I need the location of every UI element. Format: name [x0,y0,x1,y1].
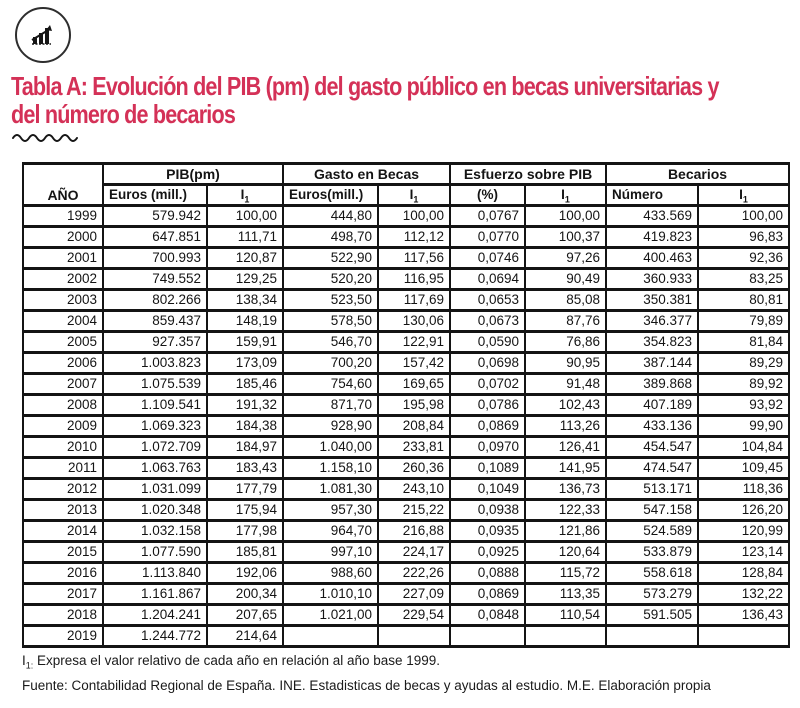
value-cell: 927.357 [103,332,207,353]
value-cell: 579.942 [103,206,207,227]
table-row [23,311,789,332]
table-row [23,227,789,248]
value-cell: 99,90 [698,416,789,437]
value-cell: 173,09 [207,353,283,374]
value-cell: 110,54 [525,605,606,626]
table-row [23,290,789,311]
value-cell: 200,34 [207,584,283,605]
value-cell [698,626,789,647]
value-cell: 89,92 [698,374,789,395]
year-cell: 2000 [23,227,103,248]
value-cell: 0,1089 [450,458,525,479]
value-cell: 354.823 [606,332,698,353]
value-cell: 169,65 [378,374,450,395]
value-cell: 126,41 [525,437,606,458]
year-cell: 2010 [23,437,103,458]
table-row [23,605,789,626]
year-cell: 2007 [23,374,103,395]
value-cell: 185,81 [207,542,283,563]
value-cell: 121,86 [525,521,606,542]
value-cell: 0,0935 [450,521,525,542]
value-cell: 474.547 [606,458,698,479]
table-row [23,206,789,227]
value-cell: 1.072.709 [103,437,207,458]
value-cell: 123,14 [698,542,789,563]
column-header: Euros (mill.) [103,185,207,206]
value-cell: 100,00 [698,206,789,227]
table-body [23,206,789,647]
value-cell: 1.075.539 [103,374,207,395]
value-cell: 90,95 [525,353,606,374]
value-cell: 871,70 [283,395,378,416]
value-cell: 1.010,10 [283,584,378,605]
table-row [23,437,789,458]
value-cell: 1.081,30 [283,479,378,500]
value-cell: 964,70 [283,521,378,542]
page-title [11,72,719,128]
column-header: Número [606,185,698,206]
value-cell: 520,20 [283,269,378,290]
value-cell: 433.569 [606,206,698,227]
value-cell: 578,50 [283,311,378,332]
header-row-groups [23,164,789,185]
table-row [23,500,789,521]
table-row [23,626,789,647]
group-header: Esfuerzo sobre PIB [450,164,606,185]
value-cell: 120,64 [525,542,606,563]
value-cell: 1.161.867 [103,584,207,605]
value-cell: 141,95 [525,458,606,479]
column-header: $I_1$ [378,185,450,206]
value-cell: 0,0869 [450,416,525,437]
value-cell: 1.063.763 [103,458,207,479]
value-cell: 129,25 [207,269,283,290]
value-cell: 227,09 [378,584,450,605]
value-cell: 389.868 [606,374,698,395]
column-header: $I_1$ [698,185,789,206]
value-cell: 111,71 [207,227,283,248]
value-cell: 118,36 [698,479,789,500]
value-cell: 76,86 [525,332,606,353]
year-cell: 2017 [23,584,103,605]
value-cell: 116,95 [378,269,450,290]
year-cell: 2005 [23,332,103,353]
value-cell: 177,98 [207,521,283,542]
table-row [23,542,789,563]
page-title-line1: Tabla A: Evolución del PIB (pm) del gasto público en becas universitarias y [11,71,719,101]
header-row-subcolumns [23,185,789,206]
value-cell: 224,17 [378,542,450,563]
value-cell: 229,54 [378,605,450,626]
data-table [22,162,790,648]
table-row [23,584,789,605]
value-cell: 89,29 [698,353,789,374]
value-cell: 85,08 [525,290,606,311]
value-cell: 100,00 [378,206,450,227]
value-cell: 0,0673 [450,311,525,332]
value-cell: 122,33 [525,500,606,521]
year-cell: 2009 [23,416,103,437]
value-cell: 208,84 [378,416,450,437]
table-row [23,521,789,542]
table-row [23,248,789,269]
value-cell: 96,83 [698,227,789,248]
value-cell: 387.144 [606,353,698,374]
value-cell: 102,43 [525,395,606,416]
year-cell: 2011 [23,458,103,479]
year-cell: 2013 [23,500,103,521]
value-cell: 498,70 [283,227,378,248]
value-cell: 126,20 [698,500,789,521]
value-cell: 454.547 [606,437,698,458]
value-cell: 117,69 [378,290,450,311]
value-cell: 104,84 [698,437,789,458]
value-cell: 513.171 [606,479,698,500]
value-cell: 0,0848 [450,605,525,626]
value-cell: 0,0698 [450,353,525,374]
table-head [23,164,789,206]
year-cell: 2012 [23,479,103,500]
value-cell: 122,91 [378,332,450,353]
table-row [23,395,789,416]
value-cell: 191,32 [207,395,283,416]
value-cell: 157,42 [378,353,450,374]
value-cell: 419.823 [606,227,698,248]
value-cell: 700.993 [103,248,207,269]
value-cell: 207,65 [207,605,283,626]
footnote-source: Fuente: Contabilidad Regional de España. INE. Estadisticas de becas y ayudas al estudio. M.E. Elaboración propia [22,678,711,693]
value-cell: 79,89 [698,311,789,332]
value-cell: 802.266 [103,290,207,311]
value-cell: 350.381 [606,290,698,311]
value-cell: 87,76 [525,311,606,332]
year-cell: 2002 [23,269,103,290]
value-cell: 120,87 [207,248,283,269]
value-cell: 988,60 [283,563,378,584]
logo-badge [15,7,71,63]
value-cell: 136,73 [525,479,606,500]
value-cell: 159,91 [207,332,283,353]
table-row [23,374,789,395]
value-cell: 222,26 [378,563,450,584]
group-header: PIB(pm) [103,164,283,185]
column-header: $I_1$ [207,185,283,206]
value-cell: 185,46 [207,374,283,395]
value-cell: 243,10 [378,479,450,500]
value-cell: 1.158,10 [283,458,378,479]
value-cell: 444,80 [283,206,378,227]
value-cell: 0,0702 [450,374,525,395]
value-cell: 1.021,00 [283,605,378,626]
value-cell: 92,36 [698,248,789,269]
table-row [23,416,789,437]
year-cell: 2019 [23,626,103,647]
value-cell: 192,06 [207,563,283,584]
value-cell: 1.040,00 [283,437,378,458]
value-cell: 573.279 [606,584,698,605]
page-title-line2: del número de becarios [11,99,235,129]
value-cell: 1.113.840 [103,563,207,584]
year-cell: 1999 [23,206,103,227]
value-cell: 928,90 [283,416,378,437]
value-cell: 547.158 [606,500,698,521]
value-cell: 117,56 [378,248,450,269]
value-cell: 214,64 [207,626,283,647]
value-cell: 177,79 [207,479,283,500]
value-cell: 113,26 [525,416,606,437]
value-cell: 957,30 [283,500,378,521]
squiggle-underline-icon [11,131,83,143]
year-cell: 2015 [23,542,103,563]
value-cell: 175,94 [207,500,283,521]
value-cell: 647.851 [103,227,207,248]
value-cell: 90,49 [525,269,606,290]
value-cell: 1.204.241 [103,605,207,626]
value-cell: 360.933 [606,269,698,290]
year-cell: 2016 [23,563,103,584]
value-cell: 346.377 [606,311,698,332]
value-cell: 523,50 [283,290,378,311]
value-cell: 109,45 [698,458,789,479]
value-cell: 0,0925 [450,542,525,563]
value-cell: 115,72 [525,563,606,584]
footnote-definition [22,653,441,671]
table-row [23,269,789,290]
table-row [23,458,789,479]
year-cell: 2018 [23,605,103,626]
value-cell: 100,00 [207,206,283,227]
value-cell: 997,10 [283,542,378,563]
value-cell: 0,0970 [450,437,525,458]
value-cell [525,626,606,647]
value-cell: 433.136 [606,416,698,437]
year-cell: 2014 [23,521,103,542]
value-cell: 0,0888 [450,563,525,584]
value-cell: 130,06 [378,311,450,332]
table-row [23,563,789,584]
value-cell: 407.189 [606,395,698,416]
i1-subscript: 1: [25,660,34,671]
year-cell: 2008 [23,395,103,416]
value-cell: 184,38 [207,416,283,437]
value-cell [378,626,450,647]
value-cell: 0,1049 [450,479,525,500]
value-cell: 216,88 [378,521,450,542]
value-cell: 1.032.158 [103,521,207,542]
value-cell: 749.552 [103,269,207,290]
column-header: (%) [450,185,525,206]
value-cell: 128,84 [698,563,789,584]
value-cell: 0,0746 [450,248,525,269]
value-cell: 97,26 [525,248,606,269]
value-cell: 0,0938 [450,500,525,521]
i1-symbol: I [22,653,26,668]
value-cell: 0,0590 [450,332,525,353]
column-header-ano: AÑO [23,164,103,206]
value-cell: 533.879 [606,542,698,563]
value-cell: 100,00 [525,206,606,227]
value-cell: 522,90 [283,248,378,269]
value-cell: 0,0653 [450,290,525,311]
table-row [23,479,789,500]
value-cell [606,626,698,647]
value-cell: 112,12 [378,227,450,248]
bar-chart-icon [28,20,58,50]
value-cell: 400.463 [606,248,698,269]
value-cell: 138,34 [207,290,283,311]
value-cell: 0,0694 [450,269,525,290]
value-cell: 80,81 [698,290,789,311]
value-cell: 591.505 [606,605,698,626]
value-cell: 0,0767 [450,206,525,227]
year-cell: 2001 [23,248,103,269]
value-cell: 215,22 [378,500,450,521]
column-header: Euros(mill.) [283,185,378,206]
value-cell: 0,0869 [450,584,525,605]
value-cell: 1.077.590 [103,542,207,563]
value-cell: 1.031.099 [103,479,207,500]
value-cell [450,626,525,647]
value-cell: 546,70 [283,332,378,353]
value-cell: 184,97 [207,437,283,458]
value-cell: 260,36 [378,458,450,479]
year-cell: 2004 [23,311,103,332]
value-cell: 120,99 [698,521,789,542]
value-cell: 93,92 [698,395,789,416]
value-cell: 524.589 [606,521,698,542]
value-cell: 113,35 [525,584,606,605]
value-cell: 1.003.823 [103,353,207,374]
year-cell: 2006 [23,353,103,374]
value-cell: 83,25 [698,269,789,290]
year-cell: 2003 [23,290,103,311]
value-cell [283,626,378,647]
value-cell: 195,98 [378,395,450,416]
value-cell: 183,43 [207,458,283,479]
footnote-definition-text: Expresa el valor relativo de cada año en relación al año base 1999. [33,653,441,668]
column-header: $I_1$ [525,185,606,206]
value-cell: 81,84 [698,332,789,353]
value-cell: 91,48 [525,374,606,395]
value-cell: 148,19 [207,311,283,332]
value-cell: 700,20 [283,353,378,374]
table-row [23,332,789,353]
value-cell: 754,60 [283,374,378,395]
value-cell: 233,81 [378,437,450,458]
value-cell: 100,37 [525,227,606,248]
value-cell: 1.069.323 [103,416,207,437]
value-cell: 1.020.348 [103,500,207,521]
group-header: Gasto en Becas [283,164,450,185]
value-cell: 859.437 [103,311,207,332]
group-header: Becarios [606,164,789,185]
value-cell: 0,0786 [450,395,525,416]
value-cell: 0,0770 [450,227,525,248]
value-cell: 1.244.772 [103,626,207,647]
value-cell: 136,43 [698,605,789,626]
table-row [23,353,789,374]
value-cell: 1.109.541 [103,395,207,416]
value-cell: 132,22 [698,584,789,605]
value-cell: 558.618 [606,563,698,584]
